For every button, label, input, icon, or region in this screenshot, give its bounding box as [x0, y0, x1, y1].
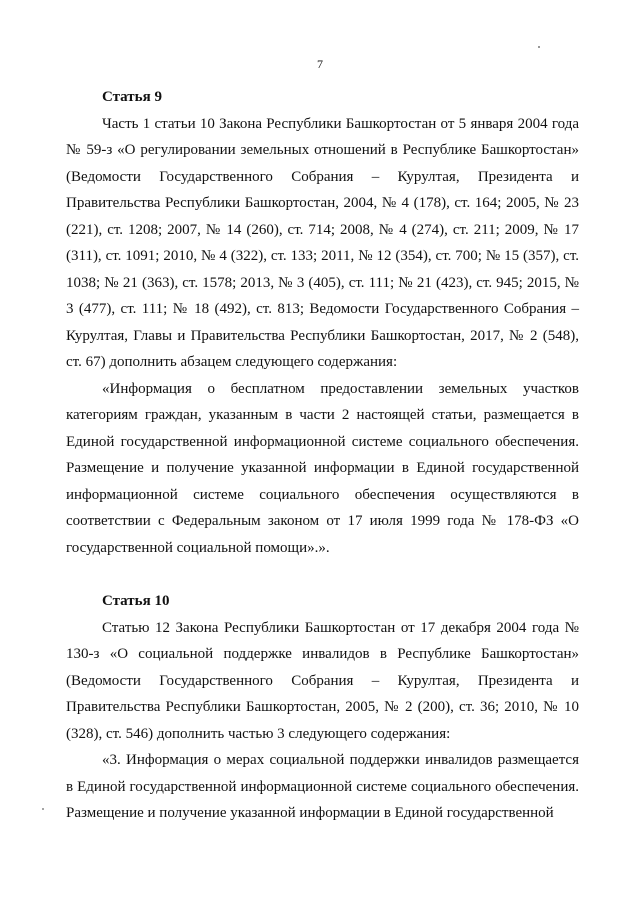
article-paragraph: «3. Информация о мерах социальной поддержки инвалидов размещается в Единой государственной информационной системе социального обеспечения. Размещение и получение указанной информации в Единой государственной: [66, 752, 579, 821]
article-10: [66, 588, 579, 827]
article-paragraph: Статью 12 Закона Республики Башкортостан от 17 декабря 2004 года № 130-з «О социальной поддержке инвалидов в Республике Башкортостан» (Ведомости Государственного Собрания – Курултая, Президента и Правительства Республики Башкортостан, 2005, № 2 (200), ст. 36; 2010, № 10 (328), ст. 546) дополнить частью 3 следующего содержания:: [66, 619, 579, 742]
article-paragraph: Часть 1 статьи 10 Закона Республики Башкортостан от 5 января 2004 года № 59-з «О регулировании земельных отношений в Республике Башкортостан» (Ведомости Государственного Собрания – Курултая, Президента и Правительства Республики Башкортостан, 2004, № 4 (178), ст. 164; 2005, № 23 (221), ст. 1208; 2007, № 14 (260), ст. 714; 2008, № 4 (274), ст. 211; 2009, № 17 (311), ст. 1091; 2010, № 4 (322), ст. 133; 2011, № 12 (354), ст. 700; № 15 (357), ст. 1038; № 21 (363), ст. 1578; 2013, № 3 (405), ст. 111; № 21 (423), ст. 945; 2015, № 3 (477), ст. 111; № 18 (492), ст. 813; Ведомости Государственного Собрания – Курултая, Главы и Правительства Республики Башкортостан, 2017, № 2 (548), ст. 67) дополнить абзацем следующего содержания:: [66, 115, 579, 370]
section-spacer: [66, 561, 579, 588]
scan-speck: [538, 46, 540, 48]
document-body: [66, 84, 579, 827]
article-9: [66, 84, 579, 561]
article-paragraph: «Информация о бесплатном предоставлении земельных участков категориям граждан, указанным в части 2 настоящей статьи, размещается в Единой государственной информационной системе социального обеспечения. Размещение и получение указанной информации в Единой государственной информационной системе социального обеспечения осуществляются в соответствии с Федеральным законом от 17 июля 1999 года № 178-ФЗ «О государственной социальной помощи».».: [66, 380, 579, 556]
article-heading: Статья 10: [102, 593, 170, 609]
page-number: 7: [317, 57, 323, 71]
scan-speck: [42, 808, 44, 810]
article-heading: Статья 9: [102, 89, 162, 105]
